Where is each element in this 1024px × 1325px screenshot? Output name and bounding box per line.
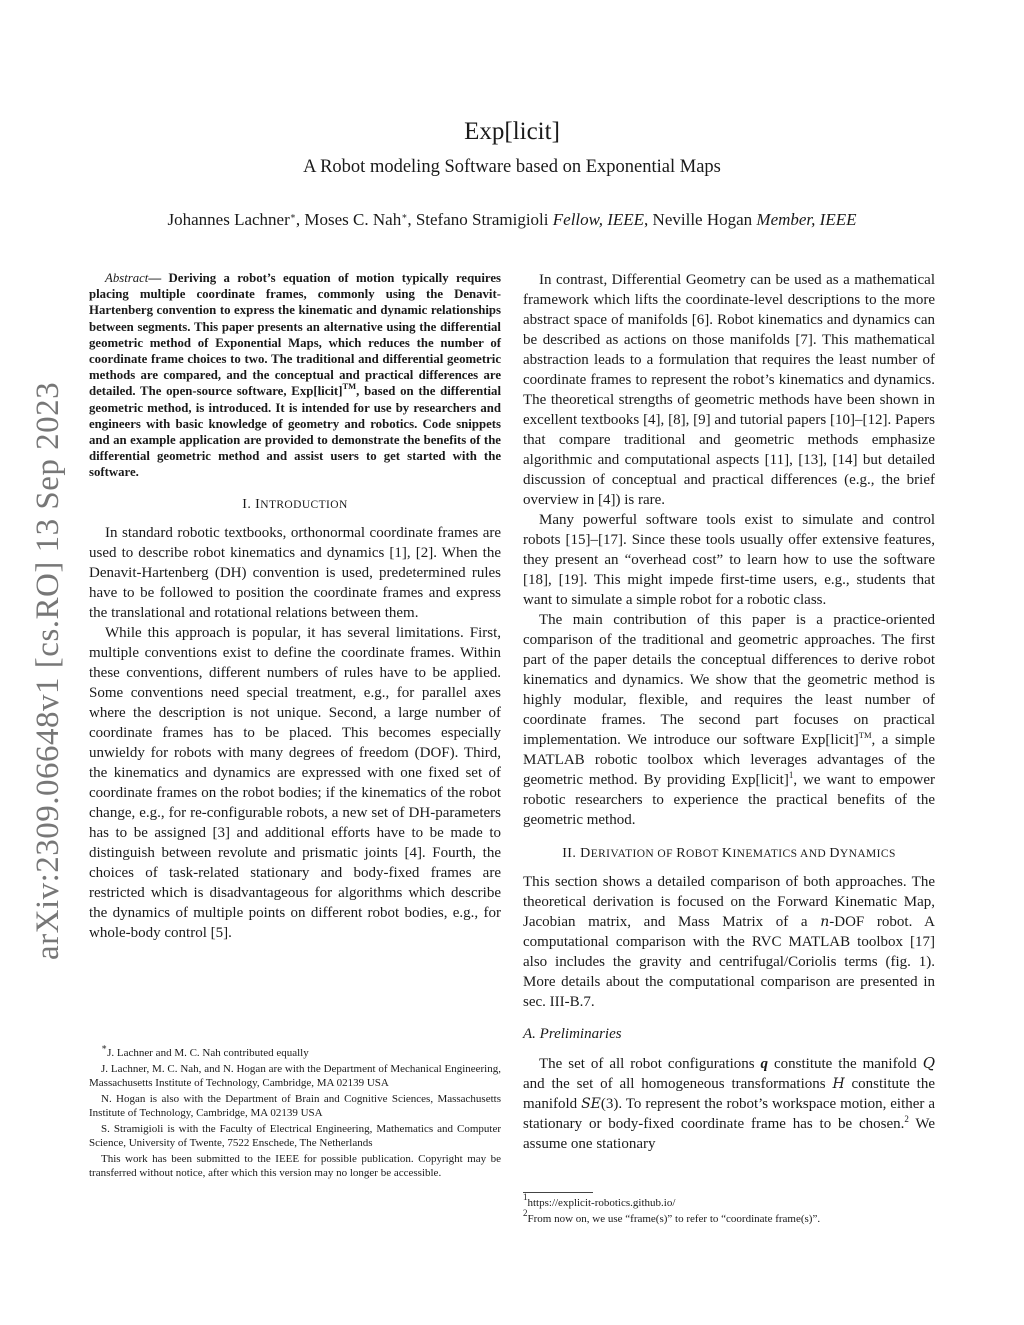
abstract-label: Abstract	[105, 271, 149, 285]
arxiv-identifier: arXiv:2309.06648v1 [cs.RO] 13 Sep 2023	[30, 381, 66, 960]
footnote: $^2$From now on, we use “frame(s)” to refer to “coordinate frame(s)”.	[523, 1208, 821, 1225]
paper-title: Exp[licit]	[464, 118, 560, 145]
footnote: This work has been submitted to the IEEE for possible publication. Copyright may be transferred without notice, after which this version may no longer be accessible.	[89, 1153, 501, 1179]
author-role: Member, IEEE	[756, 210, 857, 229]
footnotes-right	[523, 1192, 935, 1228]
paragraph: The set of all robot configurations q constitute the manifold Q and the set of all homogeneous transformations H constitute the manifold SE(3). To represent the robot’s workspace motion, either a stationary or body-fixed coordinate frame has to be chosen.$^2$ We assume one stationary	[523, 1054, 936, 1152]
author-list: Johannes Lachner∗, Moses C. Nah∗, Stefano Stramigioli Fellow, IEEE, Neville Hogan Member, IEEE	[167, 210, 857, 229]
paragraph: The main contribution of this paper is a practice-oriented comparison of the traditional and geometric approaches. The first part of the paper details the conceptual differences to derive robot kinematics and dynamics. We show that the geometric method is highly modular, flexible, and requires the least number of coordinate frames. The second part focuses on practical implementation. We introduce our software Exp[licit]™, a simple MATLAB robotic toolbox which leverages advantages of the geometric method. By providing Exp[licit]$^1$, we want to empower robotic researchers to experience the practical benefits of the geometric method.	[523, 612, 935, 828]
math-variable: Q	[922, 1054, 936, 1072]
author-role: Fellow, IEEE	[552, 210, 645, 229]
footnotes-left	[89, 1042, 501, 1182]
footnote-marker: 1	[788, 770, 794, 780]
section-heading-derivation: II. DERIVATION OF ROBOT KINEMATICS AND DYNAMICS	[562, 846, 896, 861]
math-variable: H	[832, 1076, 845, 1092]
author-name: Neville Hogan	[652, 210, 753, 229]
math-variable: SE	[581, 1096, 601, 1112]
author-name: Johannes Lachner	[167, 210, 290, 229]
math-variable: q	[760, 1056, 769, 1072]
trademark-mark: TM	[342, 381, 357, 392]
paragraph: Many powerful software tools exist to simulate and control robots [15]–[17]. Since these tools usually offer extensive features, they present an “overhead cost” to learn how to use the software [18], [19]. This might impede first-time users, e.g., students that want to simulate a simple robot for a robotic class.	[523, 512, 935, 608]
right-column	[523, 270, 935, 1154]
author-name: Moses C. Nah	[304, 210, 402, 229]
paper-subtitle: A Robot modeling Software based on Exponential Maps	[303, 157, 721, 177]
math-variable: n	[820, 914, 830, 930]
equal-contribution-mark: ∗	[289, 211, 296, 221]
left-column	[89, 270, 501, 943]
footnote: N. Hogan is also with the Department of Brain and Cognitive Sciences, Massachusetts Institute of Technology, Cambridge, MA 02139 USA	[89, 1093, 501, 1119]
footnote: $^1$https://explicit-robotics.github.io/	[523, 1192, 676, 1209]
footnote-rule	[523, 1192, 593, 1193]
section-heading-introduction: I. INTRODUCTION	[242, 496, 348, 512]
paragraph: While this approach is popular, it has several limitations. First, multiple conventions exist to define the coordinate frames. Within these conventions, different numbers of rules have to be applied. Some conventions need special treatment, e.g., for parallel axes where the description is not unique. Second, a large number of coordinate frames has to be placed. This becomes especially unwieldy for robots with many degrees of freedom (DOF). Third, the kinematics and dynamics are expressed with one fixed set of coordinate frames on the robot bodies; if the kinematics of the robot change, e.g., for re-configurable robots, a new set of DH-parameters has to be assigned [3] and additional efforts have to be made to distinguish between revolute and prismatic joints [4]. Fourth, the choices of task-related stationary and body-fixed frames are restricted which is disadvantageous for algorithms which describe the dynamics of multiple points on different robot bodies, e.g., for whole-body control [5].	[89, 624, 501, 941]
footnote: S. Stramigioli is with the Faculty of Electrical Engineering, Mathematics and Computer Science, University of Twente, 7522 Enschede, The Netherlands	[89, 1123, 501, 1149]
paragraph: In contrast, Differential Geometry can be used as a mathematical framework which lifts the coordinate-level descriptions to the more abstract space of manifolds [6]. Robot kinematics and dynamics can be described as actions on those manifolds [7]. This mathematical abstraction leads to a formulation that requires the least number of coordinate frames to represent the robot’s kinematics and dynamics. The theoretical strengths of geometric methods have been shown in excellent textbooks [4], [8], [9] and tutorial papers [10]–[12]. Papers that compare traditional and geometric methods emphasize algorithmic and computational aspects [11], [13], [14] but detailed discussion of conceptual and practical differences (e.g., the brief overview in [4]) is rare.	[523, 272, 935, 508]
footnote: J. Lachner, M. C. Nah, and N. Hogan are with the Department of Mechanical Engineering, Massachusetts Institute of Technology, Cambridge, MA 02139 USA	[89, 1063, 501, 1089]
footnote-marker: 2	[904, 1114, 909, 1124]
equal-contribution-mark: ∗	[401, 211, 408, 221]
trademark-mark: TM	[858, 730, 872, 740]
footnote: ∗J. Lachner and M. C. Nah contributed equally	[101, 1042, 309, 1059]
paragraph: This section shows a detailed comparison of both approaches. The theoretical derivation is focused on the Forward Kinematic Map, Jacobian matrix, and Mass Matrix of a n-DOF robot. A computational comparison with the RVC MATLAB toolbox [17] also includes the gravity and centrifugal/Coriolis terms (fig. 1). More details about the computational comparison are presented in sec. III-B.7.	[523, 874, 935, 1010]
footnote-link[interactable]: https://explicit-robotics.github.io/	[527, 1197, 676, 1209]
subsection-heading-preliminaries: A. Preliminaries	[523, 1026, 622, 1042]
paragraph: In standard robotic textbooks, orthonormal coordinate frames are used to describe robot kinematics and dynamics [1], [2]. When the Denavit-Hartenberg (DH) convention is used, predetermined rules have to be followed to position the coordinate frames and express the translational and rotational relations between them.	[89, 524, 501, 621]
abstract: Abstract— Deriving a robot’s equation of motion typically requires placing multiple coordinate frames, commonly using the Denavit-Hartenberg convention to express the kinematic and dynamic relationships between segments. This paper presents an alternative using the differential geometric method of Exponential Maps, which reduces the number of coordinate frame choices to two. The traditional and differential geometric methods are compared, and the conceptual and practical differences are detailed. The open-source software, Exp[licit]™, based on the differential geometric method, is introduced. It is intended for use by researchers and engineers with basic knowledge of geometry and robotics. Code snippets and an example application are provided to demonstrate the benefits of the differential geometric method and assist users to get started with the software.	[89, 271, 501, 480]
author-name: Stefano Stramigioli	[415, 210, 549, 229]
